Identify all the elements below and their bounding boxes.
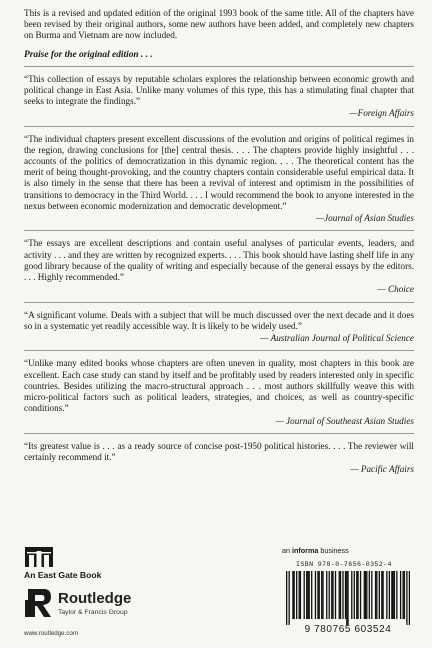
review-quote: “A significant volume. Deals with a subject that will be much discussed over the next decade and it does so in a systematic yet readily accessible way. It is likely to be widely used.” (24, 309, 414, 331)
informa-suffix: business (320, 546, 349, 555)
east-gate-icon (24, 546, 54, 568)
east-gate-imprint (24, 546, 144, 580)
review-4 (24, 310, 414, 345)
review-source: — Journal of Southeast Asian Studies (275, 415, 414, 426)
barcode-block (282, 546, 414, 642)
divider (24, 126, 414, 127)
cover-footer (24, 546, 414, 642)
review-quote: “This collection of essays by reputable scholars explores the relationship between economic growth and political change in East Asia. Unlike many volumes of this type, this has a stimulating final chapter that seeks to integrate the findings.” (24, 73, 414, 107)
ean-barcode (282, 569, 414, 639)
review-source: — Pacific Affairs (350, 464, 414, 475)
review-source: —Journal of Asian Studies (315, 213, 414, 224)
publisher-url: www.routledge.com (24, 630, 78, 637)
review-3 (24, 238, 414, 295)
review-6 (24, 441, 414, 476)
routledge-r-icon (24, 586, 54, 620)
divider (24, 302, 414, 303)
isbn-text: ISBN 978-0-7656-0352-4 (296, 561, 392, 568)
divider (24, 230, 414, 231)
review-source: —Foreign Affairs (349, 108, 414, 119)
review-quote: “The individual chapters present excellent discussions of the evolution and origins of political regimes in the region, drawing conclusions for [the] central thesis. . . . The chapters provide highly insightful . . . accounts of the politics of democratization in this dynamic region. . . . The theoretical content has the merit of being thought-provoking, and the country chapters contain considerable useful empirical data. It is also timely in the sense that there has been a revival of interest and optimism in the possibilities of transitions to democracy in the Third World. . . . I would recommend the book to anyone interested in the nexus between economic modernization and democratic development.” (24, 133, 414, 211)
review-source: — Australian Journal of Political Science (260, 333, 414, 344)
barcode-digits: 9 780765 603524 (304, 624, 392, 635)
divider (24, 433, 414, 434)
divider (24, 66, 414, 67)
informa-brand: informa (292, 546, 319, 555)
review-quote: “Its greatest value is . . . as a ready source of concise post-1950 political histories. . . . The reviewer will certainly recommend it.” (24, 440, 414, 463)
review-5 (24, 358, 414, 426)
review-2 (24, 134, 414, 225)
publisher-name: Routledge (58, 590, 132, 607)
east-gate-label: An East Gate Book (24, 570, 102, 580)
routledge-logo (24, 586, 164, 636)
back-cover-text (24, 8, 414, 476)
review-quote: “The essays are excellent descriptions and contain useful analyses of particular events, leaders, and activity . . . and they are written by recognized experts. . . . This book should have lasting shelf life in any good library because of the quality of writing and especially because of the general essays by the editors. . . . Highly recommended.” (24, 238, 414, 283)
review-1 (24, 74, 414, 120)
publisher-group: Taylor & Francis Group (58, 609, 128, 616)
praise-heading: Praise for the original edition . . . (24, 49, 153, 60)
informa-prefix: an (282, 546, 290, 555)
informa-line (282, 546, 414, 555)
edition-intro: This is a revised and updated edition of the original 1993 book of the same title. All of the chapters have been revised by their original authors, some new authors have been added, and completely new chapters on Burma and Vietnam are now included. (24, 8, 414, 41)
review-source: — Choice (377, 284, 414, 295)
review-quote: “Unlike many edited books whose chapters are often uneven in quality, most chapters in this book are excellent. Each case study can stand by itself and be profitably used by readers interested only in specific countries. Besides utilizing the macro-structural approach . . . most authors skillfully weave this with micro-political factors such as political leaders, strategies, and choices, as well as country-specific conditions.” (24, 358, 414, 414)
divider (24, 350, 414, 351)
barcode-bars (286, 571, 410, 625)
